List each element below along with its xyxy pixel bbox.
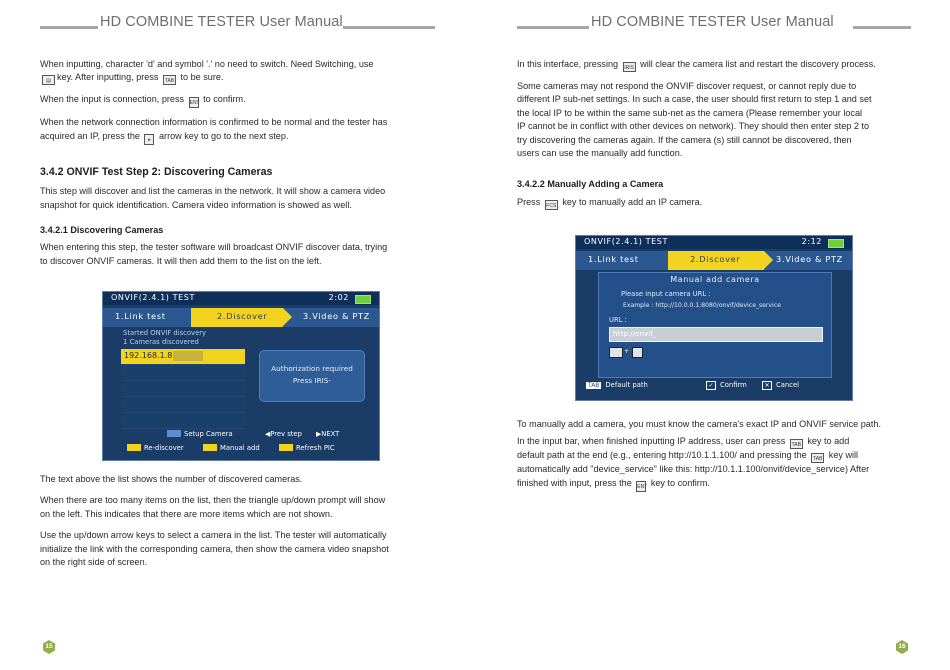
screen-titlebar: ONVIF(2.4.1) TEST 2:12 <box>576 236 852 249</box>
list-item[interactable] <box>121 397 245 413</box>
paragraph: on the left. This indicates that there are more items which are not shown. <box>40 508 333 519</box>
paragraph: automatically add "device_service" like this: http://10.1.1.100/onvif/device_service) After <box>517 464 870 475</box>
paragraph: try discovering the cameras again. If the camera (s) still cannot be discovered, then <box>517 134 852 145</box>
tab-discover[interactable]: 2.Discover <box>191 308 283 327</box>
dialog-title: Manual add camera <box>670 275 760 284</box>
left-arrow-icon: ◀ <box>265 430 271 438</box>
confirm-button[interactable]: ✓ Confirm <box>706 381 747 390</box>
paragraph: acquired an IP, press the ▸ arrow key to go to the next step. <box>40 130 289 143</box>
key-icon <box>127 444 141 451</box>
header-rule-left <box>40 26 98 29</box>
manual-add-screenshot <box>575 235 853 401</box>
close-icon: ✕ <box>762 381 772 390</box>
key-icon <box>279 444 293 451</box>
paragraph: In the input bar, when finished inputting IP address, user can press TAB key to add <box>517 436 850 449</box>
tab-arrow-icon <box>764 251 773 269</box>
setup-camera-button[interactable]: Setup Camera <box>167 430 233 438</box>
right-arrow-icon: ▶ <box>316 430 322 438</box>
list-item[interactable] <box>121 365 245 381</box>
paragraph: In this interface, pressing IRIS will clear the camera list and restart the discovery process. <box>517 59 876 71</box>
tab-key-icon: TAB <box>790 439 803 449</box>
paragraph: The text above the list shows the number of discovered cameras. <box>40 474 303 484</box>
paragraph: To manually add a camera, you must know the camera's exact IP and ONVIF service path. <box>517 419 881 429</box>
header-title-right: HD COMBINE TESTER User Manual <box>591 14 834 30</box>
tab-link-test[interactable]: 1.Link test <box>115 311 166 321</box>
arrow-key-icon: ▸ <box>144 134 154 145</box>
blurred-ip-suffix <box>173 351 203 361</box>
list-item[interactable] <box>121 381 245 397</box>
paragraph: IP cannot be in conflict with other devices on network). They should then enter step 2 to <box>517 121 870 132</box>
paragraph: Use the up/down arrow keys to select a camera in the list. The tester will automatically <box>40 530 387 541</box>
list-item-selected[interactable]: 192.168.1.8 <box>121 349 245 365</box>
iris-key-icon: IRIS <box>623 62 636 72</box>
paragraph: This step will discover and list the cameras in the network. It will show a camera video <box>40 186 386 197</box>
battery-icon <box>355 295 371 304</box>
tab-arrow-icon <box>283 308 292 326</box>
tab-video-ptz[interactable]: 3.Video & PTZ <box>303 311 370 321</box>
enter-key-icon: ENT <box>189 97 199 108</box>
camera-list[interactable] <box>121 349 245 430</box>
tab-video-ptz[interactable]: 3.Video & PTZ <box>776 254 843 264</box>
paragraph: finished with input, press the ENT key to confirm. <box>517 477 710 490</box>
key-icon <box>167 430 181 437</box>
paragraph: users can use the manually add function. <box>517 148 683 159</box>
manual-add-dialog: Manual add camera Please input camera URL : Example : http://10.0.0.1:8080/onvif/device_service URL : http://onvif_ + <box>598 272 832 378</box>
enter-key-icon: ENT <box>636 481 646 492</box>
next-button[interactable]: ▶NEXT <box>316 430 340 438</box>
right-page <box>475 0 950 670</box>
page-number-badge: 15 <box>42 640 56 654</box>
step-tabs <box>103 308 379 327</box>
refresh-pic-button[interactable]: Refresh PIC <box>279 444 335 452</box>
paragraph: on the right side of screen. <box>40 557 148 568</box>
paragraph: Press FCS key to manually add an IP camera. <box>517 196 703 209</box>
right-body-lower <box>517 418 911 492</box>
paragraph: When entering this step, the tester software will broadcast ONVIF discover data, trying <box>40 242 388 253</box>
discover-screenshot <box>102 291 380 461</box>
discovery-status: Started ONVIF discovery 1 Cameras discovered <box>123 329 207 346</box>
focus-key-icon: FCS <box>545 200 558 210</box>
left-body <box>40 58 435 268</box>
tab-key-icon: TAB <box>163 75 176 85</box>
rediscover-button[interactable]: Re-discover <box>127 444 184 452</box>
paragraph: When there are too many items on the list, then the triangle up/down prompt will show <box>40 495 386 506</box>
paragraph: When the input is connection, press ENT to confirm. <box>40 94 246 107</box>
section-heading: 3.4.2 ONVIF Test Step 2: Discovering Cameras <box>40 165 273 178</box>
paragraph: When the network connection information is confirmed to be normal and the tester has <box>40 117 388 128</box>
key-icon <box>203 444 217 451</box>
tab-discover[interactable]: 2.Discover <box>668 251 764 270</box>
paragraph: different IP sub-net settings. In such a case, the user should first return to step 1 and set <box>517 94 872 105</box>
left-body-lower <box>40 473 435 569</box>
default-path-button[interactable]: TAB Default path <box>588 381 648 389</box>
key-icon: ▤ <box>42 75 55 85</box>
check-icon: ✓ <box>706 381 716 390</box>
header-rule-right <box>853 26 911 29</box>
subsection-heading: 3.4.2.2 Manually Adding a Camera <box>517 179 664 190</box>
paragraph: Some cameras may not respond the ONVIF discover request, or cannot reply due to <box>517 81 857 91</box>
subsection-heading: 3.4.2.1 Discovering Cameras <box>40 225 164 236</box>
snapshot-panel: Authorization required Press IRIS- <box>259 350 365 402</box>
tab-link-test[interactable]: 1.Link test <box>588 254 639 264</box>
tab-key-icon: TAB <box>811 453 824 463</box>
url-input[interactable]: http://onvif_ <box>609 327 823 342</box>
keyboard-icon[interactable] <box>609 347 623 358</box>
right-body <box>517 58 911 210</box>
page-number-badge: 16 <box>895 640 909 654</box>
paragraph: the local IP to be within the same sub-net as the camera (Please remember your local <box>517 107 863 118</box>
key-icon[interactable] <box>632 347 643 358</box>
paragraph: When inputting, character 'd' and symbol '.' no need to switch. Need Switching, use <box>40 59 374 69</box>
header-rule-right <box>343 26 435 29</box>
paragraph: default path at the end (e.g., entering http://10.1.1.100/ and pressing the TAB key will <box>517 450 859 463</box>
step-tabs <box>576 251 852 270</box>
paragraph: ▤ key. After inputting, press TAB to be sure. <box>40 71 435 85</box>
prev-step-button[interactable]: ◀Prev step <box>265 430 302 438</box>
plus-icon: + <box>624 348 630 355</box>
cancel-button[interactable]: ✕ Cancel <box>762 381 799 390</box>
battery-icon <box>828 239 844 248</box>
paragraph: to discover ONVIF cameras. It will then add them to the list on the left. <box>40 255 322 266</box>
paragraph: initialize the link with the corresponding camera, then show the camera video snapshot <box>40 543 389 554</box>
tab-key-icon: TAB <box>588 382 600 389</box>
screen-titlebar: ONVIF(2.4.1) TEST 2:02 <box>103 292 379 305</box>
manual-add-button[interactable]: Manual add <box>203 444 260 452</box>
header-rule-left <box>517 26 589 29</box>
list-item[interactable] <box>121 413 245 429</box>
paragraph: snapshot for quick identification. Camera video information is showed as well. <box>40 199 352 210</box>
header-title-left: HD COMBINE TESTER User Manual <box>100 14 343 30</box>
